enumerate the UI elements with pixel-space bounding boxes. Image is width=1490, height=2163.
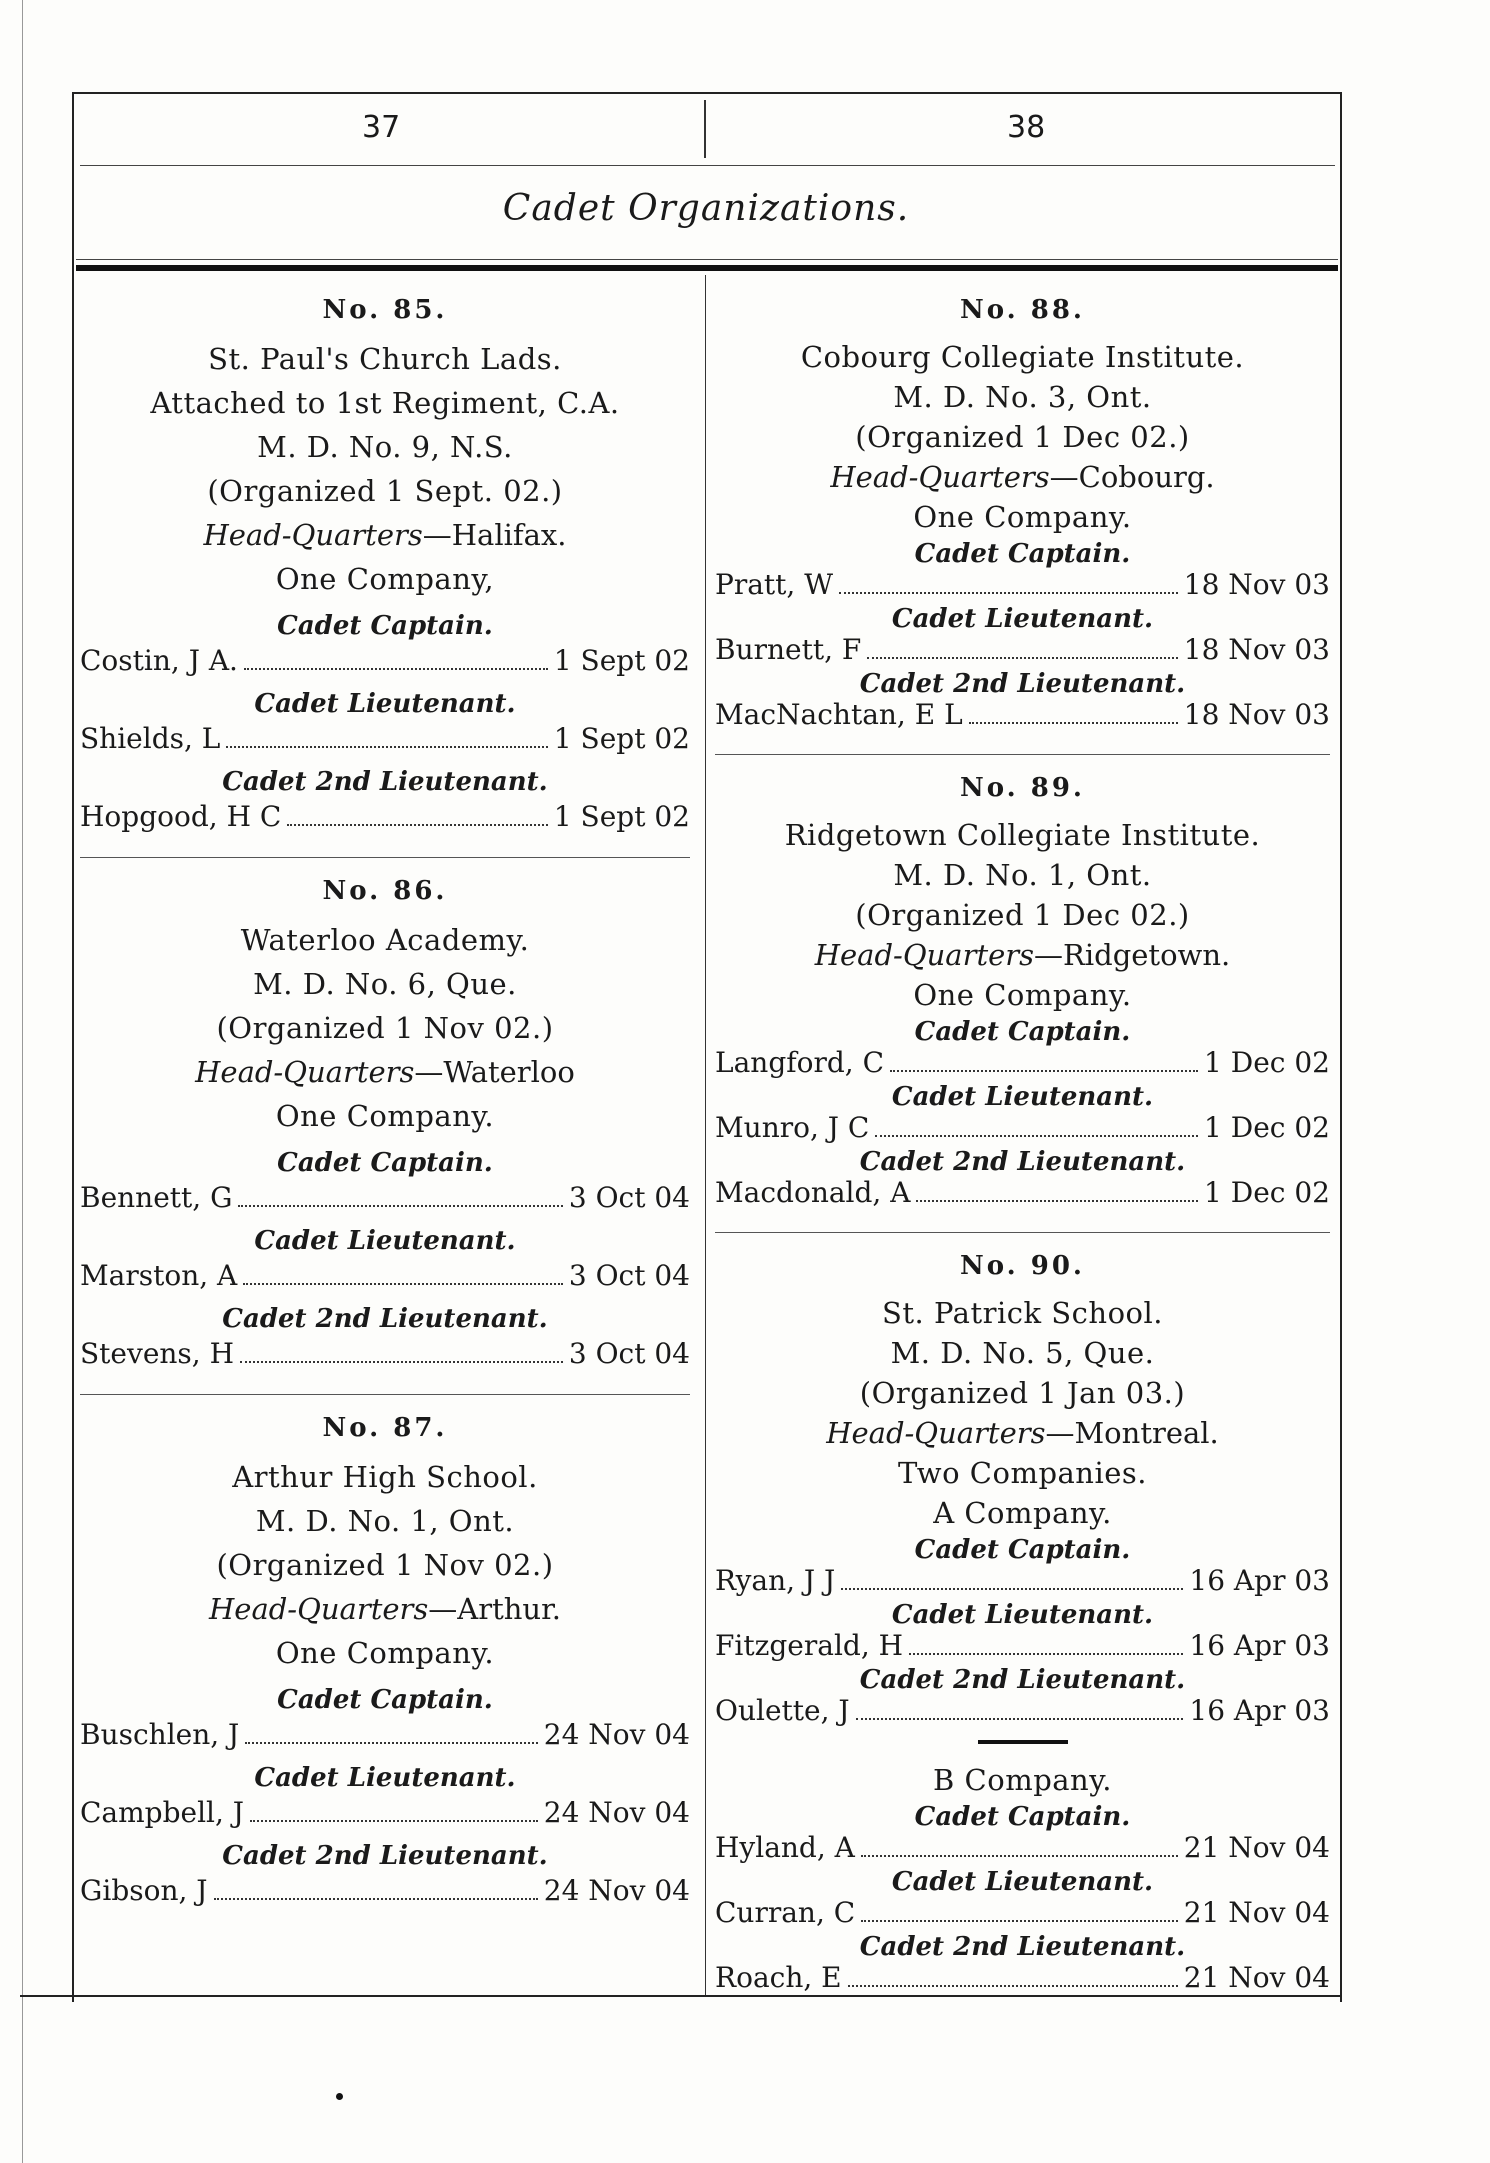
- leader-dots: [841, 1588, 1183, 1590]
- officer-date: 21 Nov 04: [1183, 1961, 1330, 1994]
- column-divider: [705, 275, 706, 1995]
- officer-entry: [715, 1695, 1330, 1728]
- org-organized: (Organized 1 Dec 02.): [855, 420, 1190, 454]
- officer-name: Macdonald, A: [715, 1176, 911, 1209]
- header-rule: [80, 165, 1335, 166]
- rank-title: Cadet Lieutenant.: [891, 1867, 1154, 1897]
- page-number-bar: [72, 100, 1340, 160]
- leader-dots: [839, 592, 1178, 594]
- section-separator: [80, 1394, 690, 1395]
- officer-date: 1 Sept 02: [553, 644, 690, 677]
- org-organized: (Organized 1 Nov 02.): [216, 1548, 554, 1582]
- hq-place: —Halifax.: [422, 518, 567, 552]
- leader-dots: [287, 824, 548, 826]
- officer-entry: [80, 1873, 690, 1909]
- rank-title: Cadet Lieutenant.: [891, 1082, 1154, 1112]
- org-number: No. 86.: [322, 876, 448, 906]
- officer-name: Roach, E: [715, 1961, 842, 1994]
- org-companies: One Company,: [275, 562, 495, 596]
- officer-date: 24 Nov 04: [543, 1718, 690, 1751]
- page-number-divider: [704, 100, 706, 158]
- leader-dots: [848, 1985, 1178, 1987]
- org-companies: Two Companies.: [897, 1456, 1148, 1490]
- org-district: M. D. No. 1, Ont.: [255, 1504, 515, 1538]
- officer-entry: [80, 799, 690, 835]
- hq-label: Head-Quarters: [195, 1055, 415, 1089]
- rank-title: Cadet 2nd Lieutenant.: [859, 1932, 1186, 1962]
- officer-date: 24 Nov 04: [543, 1796, 690, 1829]
- rank-title: Cadet Captain.: [914, 1802, 1131, 1832]
- hq-label: Head-Quarters: [209, 1592, 429, 1626]
- organization-86: [80, 876, 690, 1372]
- hq-place: —Waterloo: [414, 1055, 575, 1089]
- org-number: No. 89.: [960, 773, 1085, 803]
- officer-date: 16 Apr 03: [1189, 1564, 1330, 1597]
- officer-date: 1 Sept 02: [553, 722, 690, 755]
- leader-dots: [250, 1820, 538, 1822]
- rank-title: Cadet 2nd Lieutenant.: [859, 1665, 1186, 1695]
- section-separator: [715, 1232, 1330, 1233]
- officer-name: Langford, C: [715, 1046, 884, 1079]
- officer-entry: [80, 1180, 690, 1216]
- org-headquarters: [715, 457, 1330, 497]
- rank-title: Cadet 2nd Lieutenant.: [859, 669, 1186, 699]
- officer-name: Hopgood, H C: [80, 800, 282, 833]
- organization-88: [715, 295, 1330, 732]
- officer-name: Shields, L: [80, 722, 221, 755]
- company-separator: [978, 1740, 1068, 1744]
- bottom-rule: [20, 1995, 1340, 1997]
- officer-entry: [715, 569, 1330, 602]
- hq-place: —Cobourg.: [1049, 460, 1215, 494]
- org-district: M. D. No. 9, N.S.: [257, 430, 513, 464]
- organization-89: [715, 773, 1330, 1210]
- org-number: No. 85.: [322, 295, 448, 325]
- officer-date: 3 Oct 04: [568, 1259, 690, 1292]
- officer-date: 1 Sept 02: [553, 800, 690, 833]
- officer-date: 18 Nov 03: [1183, 633, 1330, 666]
- officer-name: Curran, C: [715, 1896, 856, 1929]
- org-district: M. D. No. 6, Que.: [253, 967, 517, 1001]
- hq-label: Head-Quarters: [826, 1416, 1046, 1450]
- org-district: M. D. No. 5, Que.: [890, 1336, 1155, 1370]
- org-organized: (Organized 1 Sept. 02.): [207, 474, 563, 508]
- officer-date: 3 Oct 04: [568, 1181, 690, 1214]
- officer-date: 16 Apr 03: [1189, 1629, 1330, 1662]
- leader-dots: [875, 1135, 1198, 1137]
- officer-name: MacNachtan, E L: [715, 698, 963, 731]
- officer-name: Burnett, F: [715, 633, 862, 666]
- org-number: No. 90.: [960, 1251, 1085, 1281]
- hq-label: Head-Quarters: [830, 460, 1050, 494]
- org-district: M. D. No. 1, Ont.: [893, 858, 1152, 892]
- leader-dots: [969, 722, 1178, 724]
- officer-date: 1 Dec 02: [1204, 1046, 1330, 1079]
- section-separator: [715, 754, 1330, 755]
- rank-title: Cadet Lieutenant.: [254, 1226, 516, 1256]
- org-organized: (Organized 1 Jan 03.): [859, 1376, 1186, 1410]
- hq-label: Head-Quarters: [203, 518, 423, 552]
- officer-entry: [715, 699, 1330, 732]
- leader-dots: [238, 1205, 562, 1207]
- org-number: No. 88.: [960, 295, 1085, 325]
- leader-dots: [226, 746, 547, 748]
- rank-title: Cadet Lieutenant.: [254, 1763, 516, 1793]
- leader-dots: [861, 1855, 1178, 1857]
- organization-90: [715, 1251, 1330, 1995]
- left-column: [80, 285, 690, 1909]
- leader-dots: [245, 1742, 537, 1744]
- rank-title: Cadet Captain.: [277, 611, 493, 641]
- rank-title: Cadet Captain.: [914, 539, 1131, 569]
- ink-spot: [336, 2093, 343, 2100]
- officer-date: 21 Nov 04: [1183, 1896, 1330, 1929]
- officer-date: 18 Nov 03: [1183, 568, 1330, 601]
- org-name: Ridgetown Collegiate Institute.: [784, 818, 1261, 852]
- officer-entry: [715, 1962, 1330, 1995]
- officer-entry: [715, 1112, 1330, 1145]
- rank-title: Cadet 2nd Lieutenant.: [222, 767, 548, 797]
- leader-dots: [867, 657, 1177, 659]
- company-a-heading: A Company.: [933, 1496, 1112, 1530]
- officer-entry: [715, 1565, 1330, 1598]
- org-attachment: Attached to 1st Regiment, C.A.: [150, 386, 620, 420]
- officer-name: Campbell, J: [80, 1796, 245, 1829]
- officer-date: 18 Nov 03: [1183, 698, 1330, 731]
- top-rule: [72, 92, 1340, 94]
- page-title: Cadet Organizations.: [502, 188, 910, 229]
- leader-dots: [916, 1200, 1198, 1202]
- org-name: St. Paul's Church Lads.: [208, 342, 562, 376]
- officer-name: Fitzgerald, H: [715, 1629, 904, 1662]
- org-organized: (Organized 1 Dec 02.): [855, 898, 1190, 932]
- title-rule-thick: [76, 265, 1338, 271]
- rank-title: Cadet Lieutenant.: [891, 604, 1154, 634]
- officer-date: 24 Nov 04: [543, 1874, 690, 1907]
- org-companies: One Company.: [913, 978, 1132, 1012]
- officer-entry: [80, 1717, 690, 1753]
- officer-date: 1 Dec 02: [1204, 1176, 1330, 1209]
- company-b-heading: B Company.: [933, 1763, 1112, 1797]
- hq-place: —Montreal.: [1045, 1416, 1219, 1450]
- org-headquarters: [80, 513, 690, 557]
- officer-entry: [80, 1258, 690, 1294]
- leader-dots: [214, 1898, 538, 1900]
- officer-entry: [715, 1897, 1330, 1930]
- hq-label: Head-Quarters: [814, 938, 1035, 972]
- officer-name: Ryan, J J: [715, 1564, 836, 1597]
- officer-entry: [80, 1336, 690, 1372]
- officer-entry: [715, 1047, 1330, 1080]
- title-rule-thin: [76, 259, 1338, 260]
- section-separator: [80, 857, 690, 858]
- officer-date: 21 Nov 04: [1183, 1831, 1330, 1864]
- officer-date: 1 Dec 02: [1204, 1111, 1330, 1144]
- leader-dots: [244, 668, 548, 670]
- officer-name: Bennett, G: [80, 1181, 233, 1214]
- officer-name: Oulette, J: [715, 1694, 850, 1727]
- rank-title: Cadet 2nd Lieutenant.: [222, 1841, 548, 1871]
- officer-entry: [715, 634, 1330, 667]
- officer-date: 3 Oct 04: [568, 1337, 690, 1370]
- org-name: Cobourg Collegiate Institute.: [800, 340, 1245, 374]
- rank-title: Cadet Captain.: [277, 1685, 493, 1715]
- leader-dots: [909, 1653, 1183, 1655]
- officer-name: Marston, A: [80, 1259, 238, 1292]
- leader-dots: [861, 1920, 1178, 1922]
- org-organized: (Organized 1 Nov 02.): [216, 1011, 554, 1045]
- officer-entry: [80, 1795, 690, 1831]
- org-headquarters: [715, 1413, 1330, 1453]
- rank-title: Cadet Lieutenant.: [891, 1600, 1154, 1630]
- hq-place: —Arthur.: [428, 1592, 561, 1626]
- officer-name: Stevens, H: [80, 1337, 235, 1370]
- rank-title: Cadet 2nd Lieutenant.: [222, 1304, 548, 1334]
- rank-title: Cadet 2nd Lieutenant.: [859, 1147, 1186, 1177]
- leader-dots: [243, 1283, 563, 1285]
- left-page-number: 37: [362, 110, 401, 145]
- rank-title: Cadet Captain.: [914, 1535, 1131, 1565]
- rank-title: Cadet Lieutenant.: [254, 689, 516, 719]
- hq-place: —Ridgetown.: [1034, 938, 1231, 972]
- org-name: Arthur High School.: [232, 1460, 538, 1494]
- org-companies: One Company.: [275, 1099, 495, 1133]
- officer-entry: [80, 721, 690, 757]
- org-name: Waterloo Academy.: [240, 923, 530, 957]
- leader-dots: [856, 1718, 1184, 1720]
- officer-name: Hyland, A: [715, 1831, 855, 1864]
- org-companies: One Company.: [275, 1636, 495, 1670]
- officer-entry: [715, 1832, 1330, 1865]
- right-page-number: 38: [1007, 110, 1046, 145]
- leader-dots: [890, 1070, 1198, 1072]
- margin-line: [22, 0, 23, 2163]
- organization-85: [80, 295, 690, 835]
- officer-entry: [715, 1177, 1330, 1210]
- officer-entry: [715, 1630, 1330, 1663]
- org-district: M. D. No. 3, Ont.: [893, 380, 1152, 414]
- org-name: St. Patrick School.: [882, 1296, 1163, 1330]
- org-companies: One Company.: [913, 500, 1132, 534]
- org-headquarters: [80, 1587, 690, 1631]
- right-column: [715, 285, 1330, 1995]
- officer-name: Pratt, W: [715, 568, 834, 601]
- officer-entry: [80, 643, 690, 679]
- rank-title: Cadet Captain.: [277, 1148, 493, 1178]
- org-headquarters: [715, 935, 1330, 975]
- org-headquarters: [80, 1050, 690, 1094]
- officer-date: 16 Apr 03: [1189, 1694, 1330, 1727]
- officer-name: Munro, J C: [715, 1111, 870, 1144]
- leader-dots: [240, 1361, 563, 1363]
- officer-name: Costin, J A.: [80, 644, 238, 677]
- officer-name: Gibson, J: [80, 1874, 208, 1907]
- rank-title: Cadet Captain.: [914, 1017, 1131, 1047]
- organization-87: [80, 1413, 690, 1909]
- org-number: No. 87.: [322, 1413, 448, 1443]
- officer-name: Buschlen, J: [80, 1718, 240, 1751]
